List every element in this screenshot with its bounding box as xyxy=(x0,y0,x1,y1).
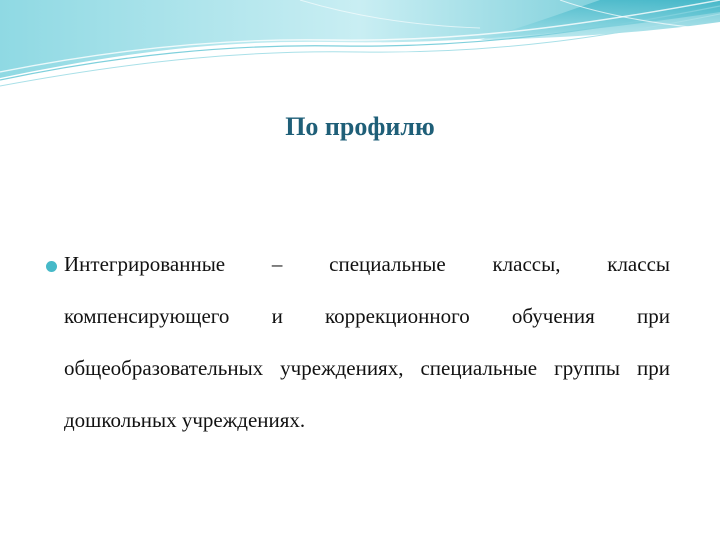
slide-title: По профилю xyxy=(285,112,435,141)
bullet-dot-icon xyxy=(46,261,57,272)
header-wave-decoration xyxy=(0,0,720,90)
bullet-text: Интегрированные – специальные классы, классы компенсирующего и коррекционного обучения при общеобразовательных учреждениях, специальные группы при дошкольных учреждениях. xyxy=(64,252,670,432)
